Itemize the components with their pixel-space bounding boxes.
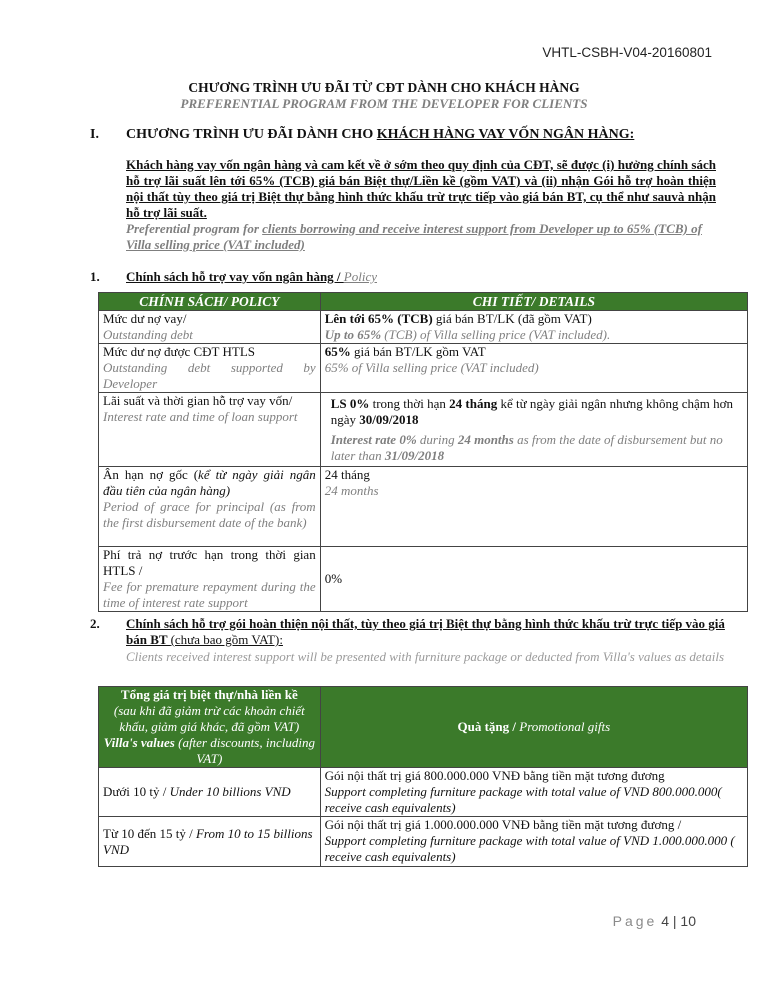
details-en: Interest rate 0% during 24 months as from the date of disbursement but no later than 31/09/2018 xyxy=(330,432,723,463)
subsection-1-title-vn: Chính sách hỗ trợ vay vốn ngân hàng / xyxy=(126,269,344,284)
details-en: Up to 65% (TCB) of Villa selling price (VAT included). xyxy=(324,327,611,342)
page-title: CHƯƠNG TRÌNH ƯU ĐÃI TỪ CĐT DÀNH CHO KHÁCH HÀNG xyxy=(188,80,580,95)
policy-vn: Ân hạn nợ gốc (kể từ ngày giải ngân đầu tiên của ngân hàng) xyxy=(103,467,316,498)
page-total: 10 xyxy=(680,913,696,929)
policy-en: Interest rate and time of loan support xyxy=(103,409,298,424)
value-header xyxy=(99,687,321,768)
details-vn: Lên tới 65% (TCB) giá bán BT/LK (đã gồm VAT) xyxy=(324,311,592,326)
page-number: 4 xyxy=(661,913,669,929)
policy-vn: Phí trả nợ trước hạn trong thời gian HTLS / xyxy=(103,547,316,578)
intro-en-underlined: clients borrowing and receive interest support from Developer up to 65% (TCB) of Villa selling price (VAT included) xyxy=(126,221,702,252)
table-row xyxy=(99,768,748,817)
section-title-prefix: CHƯƠNG TRÌNH ƯU ĐÃI DÀNH CHO xyxy=(126,127,377,142)
gift-cell xyxy=(320,817,747,867)
document-code: VHTL-CSBH-V04-20160801 xyxy=(542,45,712,60)
section-title xyxy=(126,127,634,143)
policy-en: Outstanding debt xyxy=(103,327,193,342)
gift-en: Support completing furniture package with total value of VND 800.000.000( receive cash equivalents) xyxy=(324,784,722,815)
gift-en: Support completing furniture package with total value of VND 1.000.000.000 ( receive cash equivalents) xyxy=(324,833,735,864)
policy-vn: Mức dư nợ được CĐT HTLS xyxy=(103,344,256,359)
subsection-1-title-en: Policy xyxy=(343,269,378,284)
table-row xyxy=(99,467,748,547)
page-footer xyxy=(613,913,696,929)
subsection-2-number: 2. xyxy=(90,616,100,631)
details-en: 24 months xyxy=(324,483,379,498)
details-vn: LS 0% trong thời hạn 24 tháng kể từ ngày giải ngân nhưng không chậm hơn ngày 30/09/2018 xyxy=(330,396,734,427)
subsection-1-number: 1. xyxy=(90,269,100,284)
table-row xyxy=(99,817,748,867)
table-row xyxy=(99,311,748,344)
gift-vn: Gói nội thất trị giá 1.000.000.000 VNĐ bằng tiền mặt tương đương / xyxy=(324,817,682,832)
value-header-en: Villa's values (after discounts, including VAT) xyxy=(103,735,315,766)
policy-header: CHÍNH SÁCH/ POLICY xyxy=(99,293,321,311)
subsection-2-description: Clients received interest support will be presented with furniture package or deducted from Villa's values as details xyxy=(126,649,725,664)
policy-vn: Lãi suất và thời gian hỗ trợ vay vốn/ xyxy=(103,393,293,408)
gift-header: Quà tặng / Promotional gifts xyxy=(320,687,747,768)
value-cell: Từ 10 đến 15 tỷ / From 10 to 15 billions VND xyxy=(99,817,321,867)
section-number: I. xyxy=(90,127,99,142)
gift-cell xyxy=(320,768,747,817)
policy-en: Fee for premature repayment during the time of interest rate support xyxy=(103,579,316,610)
table-row xyxy=(99,393,748,467)
gift-table xyxy=(98,686,748,867)
page-word: Page xyxy=(612,913,658,929)
intro-en xyxy=(126,221,716,253)
page-separator: | xyxy=(672,913,677,929)
details-vn: 65% giá bán BT/LK gồm VAT xyxy=(324,344,486,359)
intro-en-prefix: Preferential program for xyxy=(126,221,263,236)
policy-en: Outstanding debt supported by Developer xyxy=(103,360,316,391)
details-en: 65% of Villa selling price (VAT included) xyxy=(324,360,539,375)
subsection-1-title xyxy=(126,269,377,285)
policy-table xyxy=(98,292,748,612)
table-row xyxy=(99,344,748,393)
value-header-note: (sau khi đã giảm trừ các khoản chiết khấu, giảm giá khác, đã gồm VAT) xyxy=(113,703,305,734)
page-subtitle: PREFERENTIAL PROGRAM FROM THE DEVELOPER FOR CLIENTS xyxy=(180,96,588,111)
subsection-2-title: Chính sách hỗ trợ gói hoàn thiện nội thất, tùy theo giá trị Biệt thự bằng hình thức khấu trừ trực tiếp vào giá bán BT (chưa bao gồm VAT): xyxy=(126,616,725,647)
value-header-vn: Tổng giá trị biệt thự/nhà liền kề xyxy=(120,687,298,702)
policy-vn: Mức dư nợ vay/ xyxy=(103,311,187,326)
gift-vn: Gói nội thất trị giá 800.000.000 VNĐ bằng tiền mặt tương đương xyxy=(324,768,665,783)
details-header: CHI TIẾT/ DETAILS xyxy=(320,293,747,311)
policy-en: Period of grace for principal (as from the first disbursement date of the bank) xyxy=(103,499,316,530)
value-cell: Dưới 10 tỷ / Under 10 billions VND xyxy=(99,768,321,817)
details-value: 0% xyxy=(324,571,343,586)
section-title-underlined: KHÁCH HÀNG VAY VỐN NGÂN HÀNG: xyxy=(376,127,635,142)
details-vn: 24 tháng xyxy=(324,467,370,482)
table-row xyxy=(99,547,748,612)
intro-vn: Khách hàng vay vốn ngân hàng và cam kết về ở sớm theo quy định của CĐT, sẽ được (i) hưởng chính sách hỗ trợ lãi suất lên tới 65% (TCB) giá bán Biệt thự/Liền kề (gồm VAT) và (ii) nhận Gói hỗ trợ hoàn thiện nội thất tùy theo giá trị Biệt thự bằng hình thức khấu trừ trực tiếp vào giá bán BT, cụ thể như sauvà nhận hỗ trợ lãi suất. xyxy=(126,157,716,220)
